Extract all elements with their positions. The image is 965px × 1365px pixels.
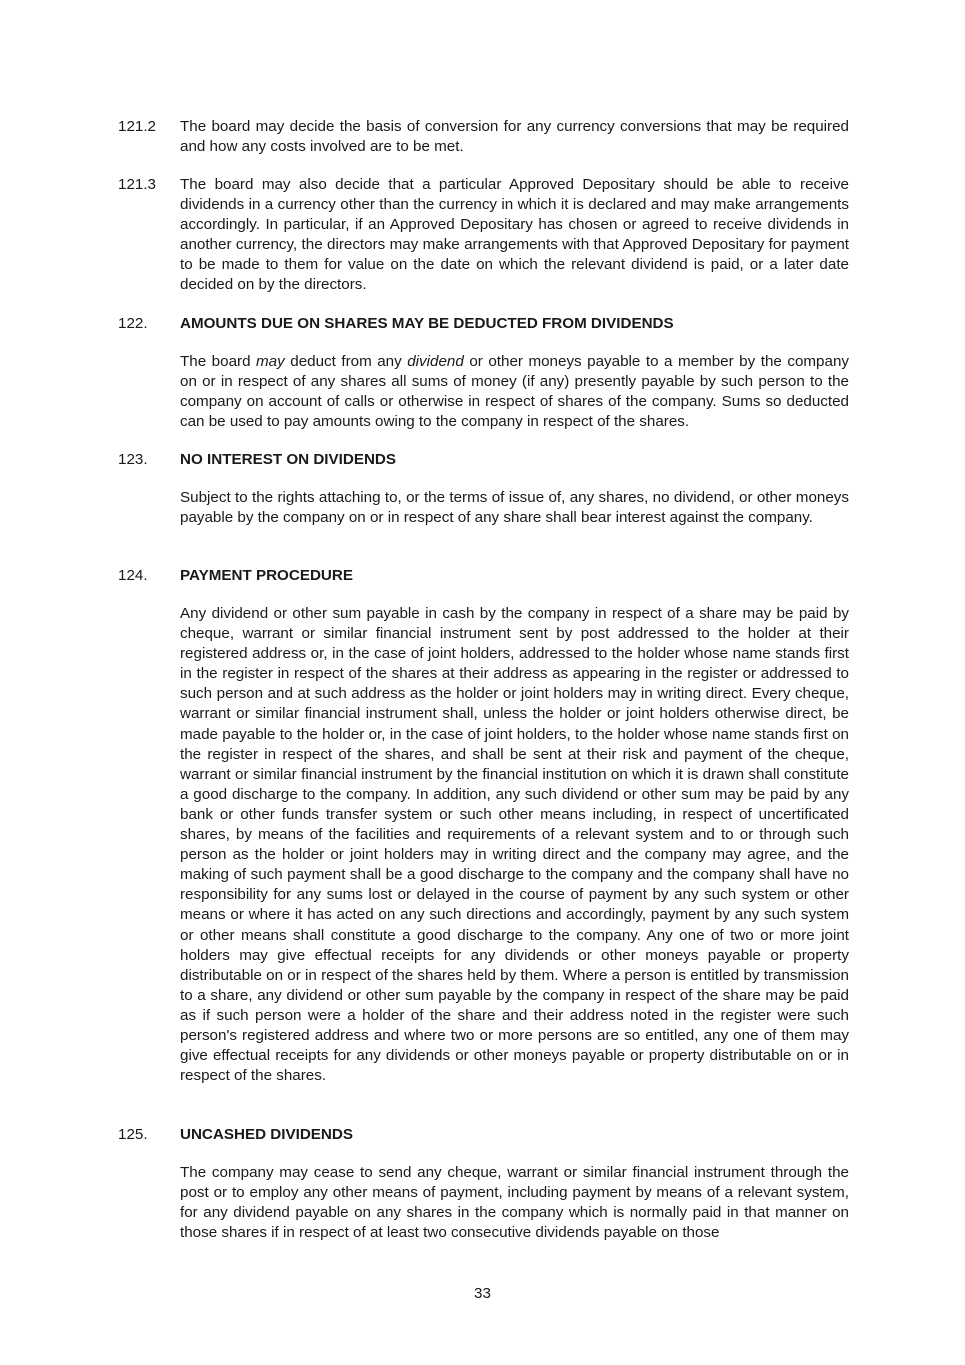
clause-122-text: [180, 352, 849, 432]
clause-heading: AMOUNTS DUE ON SHARES MAY BE DEDUCTED FROM DIVIDENDS: [180, 315, 674, 332]
italic-text: may: [256, 353, 285, 370]
clause-number: 121.3: [118, 176, 157, 193]
text-segment: deduct from any: [284, 353, 408, 370]
text-segment: The board: [180, 353, 257, 370]
clause-number: 124.: [118, 567, 148, 584]
clause-text: The board may decide the basis of conversion for any currency conversions that may be required and how any costs involved are to be met.: [180, 118, 849, 156]
italic-text: dividend: [407, 353, 464, 370]
text-segment: or other moneys payable to a member by the company on or in respect of any shares all sums of money (if any) presently payable by such person to the company on account of calls or otherwise in respect of shares of the company. Sums so deducted can be used to pay amounts owing to the company in respect of the shares.: [180, 353, 849, 431]
clause-125-text: The company may cease to send any cheque, warrant or similar financial instrument through the post or to employ any other means of payment, including payment by means of a relevant system, for any dividend payable on any shares in the company which is normally paid in that manner on those shares if in respect of at least two consecutive dividends payable on those: [180, 1164, 849, 1242]
clause-124-text: Any dividend or other sum payable in cash by the company in respect of a share may be paid by cheque, warrant or similar financial instrument sent by post addressed to the holder at their registered address or, in the case of joint holders, addressed to the holder whose name stands first in the register in respect of the shares at their address as appearing in the register or addressed to such person and at such address as the holder or joint holders may in writing direct. Every cheque, warrant or similar financial instrument shall, unless the holder or joint holders otherwise direct, be made payable to the holder or, in the case of joint holders, to the holder whose name stands first on the register in respect of the shares, and shall be sent at their risk and payment of the cheque, warrant or similar financial instrument by the financial institution on which it is drawn shall constitute a good discharge to the company. In addition, any such dividend or other sum may be paid by any bank or other funds transfer system or such other means including, in respect of uncertificated shares, by means of the facilities and requirements of a relevant system and to or through such person as the holder or joint holders may in writing direct and the company may agree, and the making of such payment shall be a good discharge to the company and the company shall have no responsibility for any sums lost or delayed in the course of payment by any such system or other means or where it has acted on any such directions and accordingly, payment by any such system or other means shall constitute a good discharge to the company. Any one of two or more joint holders may give effectual receipts for any dividends or other moneys payable or property distributable on or in respect of the shares held by them. Where a person is entitled by transmission to a share, any dividend or other sum payable by the company in respect of the share may be paid as if such person were a holder of the share and their address noted in the register were such person's registered address and where two or more persons are so entitled, any one of them may give effectual receipts for any dividends or other moneys payable or property distributable on or in respect of the shares.: [180, 605, 849, 1085]
clause-number: 122.: [118, 315, 148, 332]
clause-number: 121.2: [118, 118, 157, 135]
clause-number: 123.: [118, 451, 148, 468]
clause-heading: UNCASHED DIVIDENDS: [180, 1126, 353, 1143]
page-number: 33: [474, 1285, 491, 1302]
clause-number: 125.: [118, 1126, 148, 1143]
clause-text: The board may also decide that a particular Approved Depositary should be able to receive dividends in a currency other than the currency in which it is declared and may make arrangements accordingly. In particular, if an Approved Depositary has chosen or agreed to receive dividends in another currency, the directors may make arrangements with that Approved Depositary for payment to be made to them for value on the date on which the relevant dividend is paid, or a later date decided on by the directors.: [180, 176, 849, 294]
clause-heading: NO INTEREST ON DIVIDENDS: [180, 451, 397, 468]
clause-123-text: Subject to the rights attaching to, or the terms of issue of, any shares, no dividend, or other moneys payable by the company on or in respect of any share shall bear interest against the company.: [180, 489, 849, 527]
clause-heading: PAYMENT PROCEDURE: [180, 567, 353, 584]
